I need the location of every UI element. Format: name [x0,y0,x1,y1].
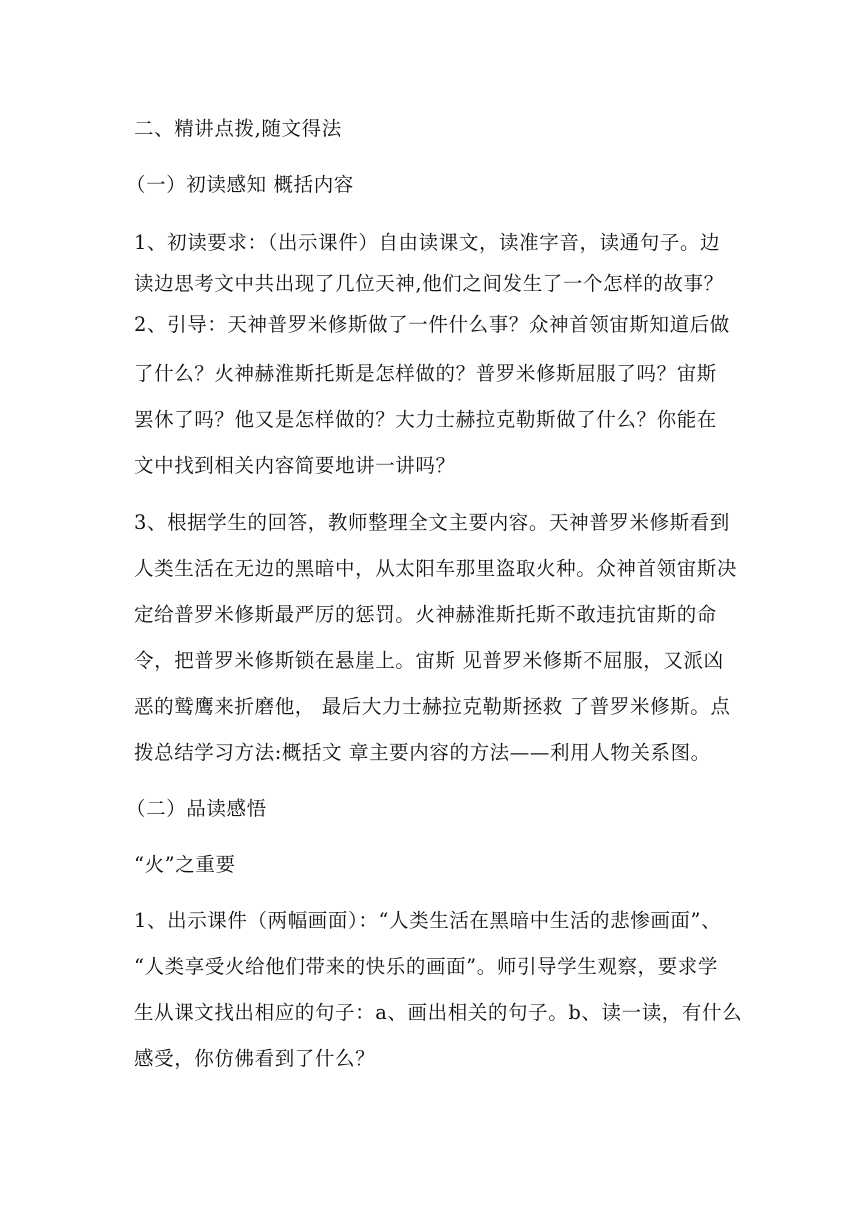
paragraph-line: 读边思考文中共出现了几位天神,他们之间发生了一个怎样的故事？ [134,272,724,295]
paragraph-line: 文中找到相关内容简要地讲一讲吗？ [134,454,456,477]
paragraph-line: 令，把普罗米修斯锁在悬崖上。宙斯 见普罗米修斯不屈服，又派凶 [134,649,724,672]
paragraph-line: 了什么？火神赫淮斯托斯是怎样做的？普罗米修斯屈服了吗？宙斯 [134,362,717,385]
paragraph-line: 罢休了吗？他又是怎样做的？大力士赫拉克勒斯做了什么？你能在 [134,408,717,431]
paragraph-line: 3、根据学生的回答，教师整理全文主要内容。天神普罗米修斯看到 [134,511,730,534]
section-heading: 二、精讲点拨,随文得法 [134,117,342,140]
paragraph-line: 人类生活在无边的黑暗中，从太阳车那里盗取火种。众神首领宙斯决 [134,557,738,580]
paragraph-line: 2、引导：天神普罗米修斯做了一件什么事？众神首领宙斯知道后做 [134,313,730,336]
paragraph-line: 恶的鹫鹰来折磨他， 最后大力士赫拉克勒斯拯救 了普罗米修斯。点 [134,695,731,718]
paragraph-line: “人类享受火给他们带来的快乐的画面”。师引导学生观察，要求学 [134,955,718,978]
paragraph-line: 定给普罗米修斯最严厉的惩罚。火神赫淮斯托斯不敢违抗宙斯的命 [134,603,717,626]
paragraph-line: 拨总结学习方法:概括文 章主要内容的方法——利用人物关系图。 [134,741,711,764]
paragraph-line: 感受，你仿佛看到了什么？ [134,1047,376,1070]
subsection-heading-reading: （一）初读感知 概括内容 [126,173,354,196]
topic-heading-fire: “火”之重要 [134,853,236,876]
subsection-heading-appreciation: （二）品读感悟 [126,797,267,820]
paragraph-line: 生从课文找出相应的句子：a、画出相关的句子。b、读一读，有什么 [134,1001,743,1024]
paragraph-line: 1、出示课件（两幅画面）：“人类生活在黑暗中生活的悲惨画面”、 [134,909,722,932]
paragraph-line: 1、初读要求：（出示课件）自由读课文，读准字音，读通句子。边 [134,231,721,254]
